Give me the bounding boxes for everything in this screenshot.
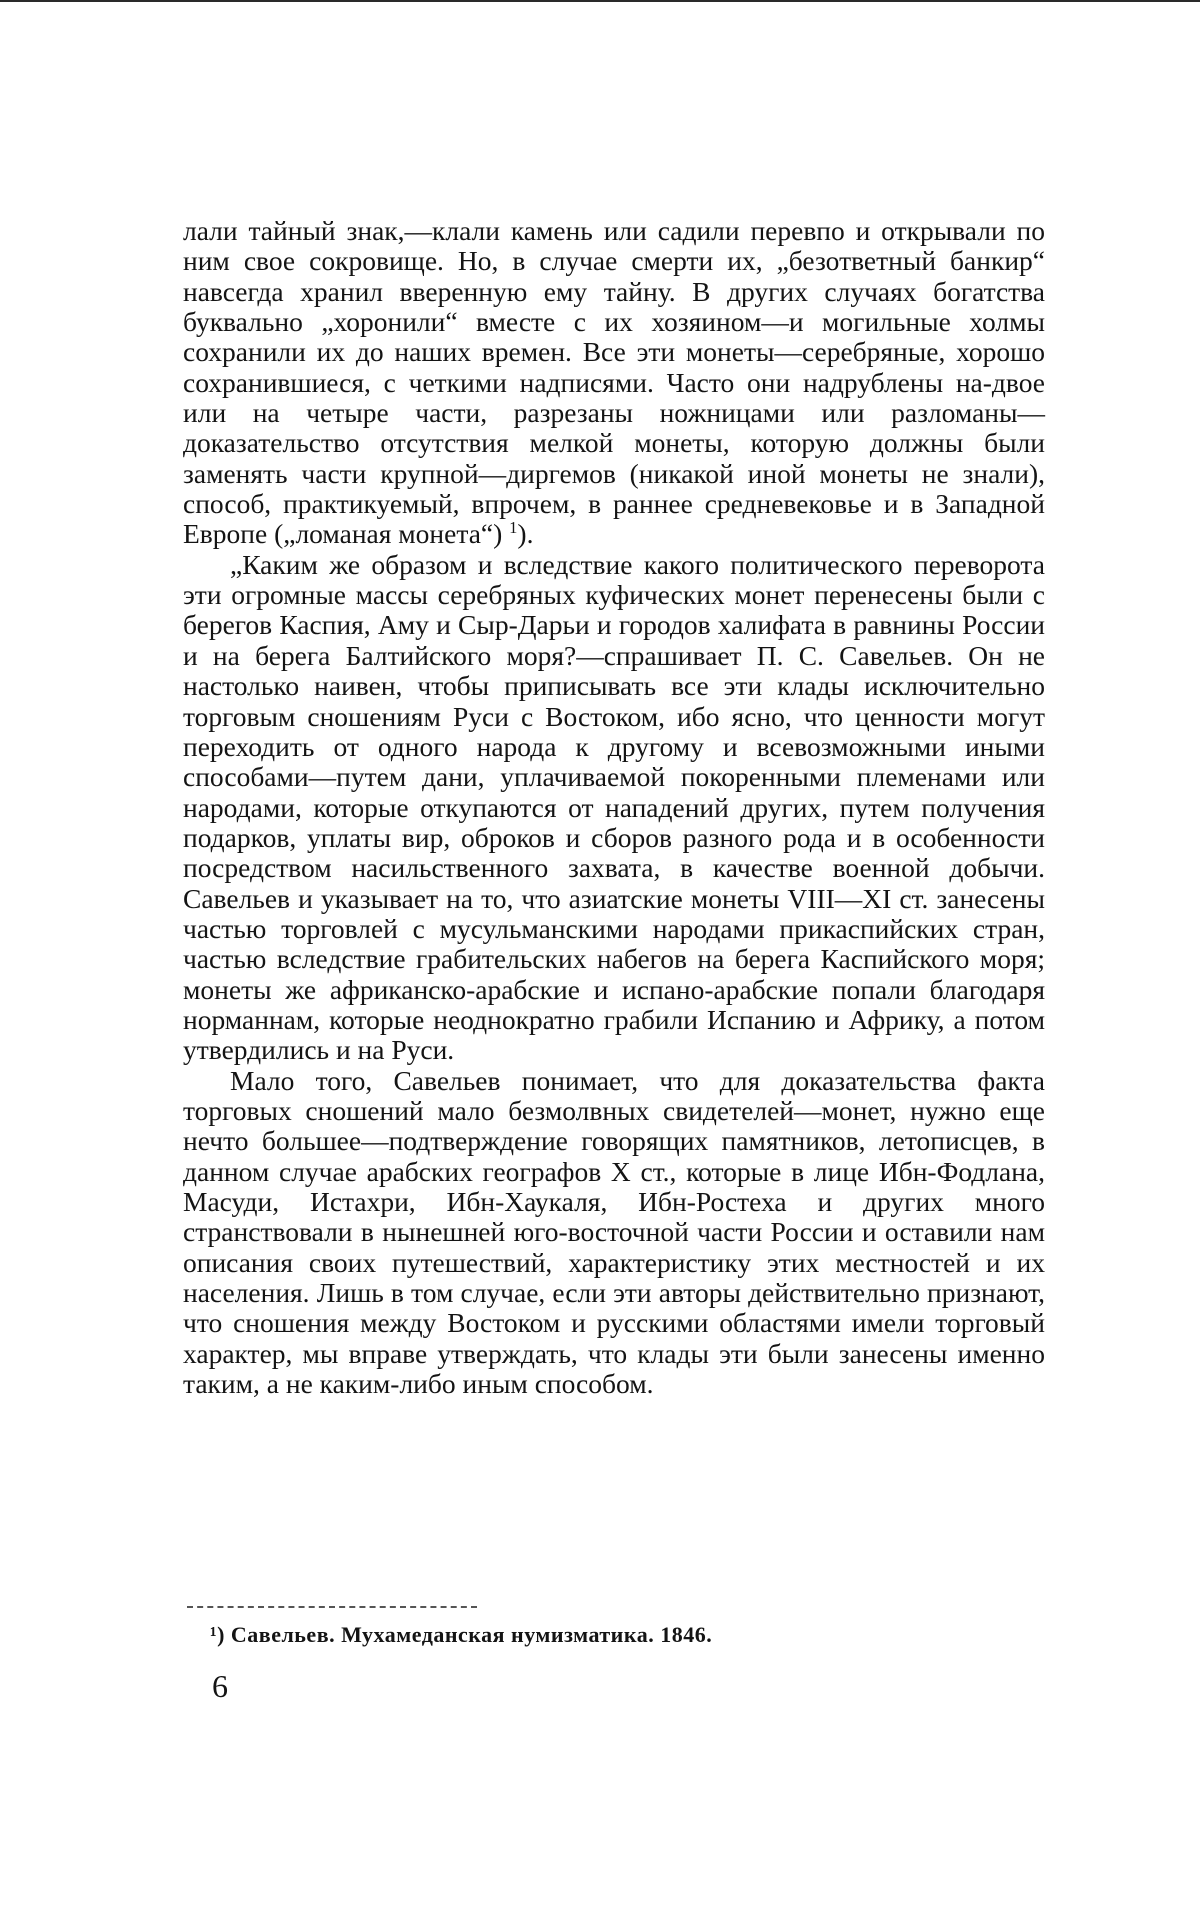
paragraph-1-text: лали тайный знак,—клали камень или садили перевпо и открывали по ним свое сокровище. Но, в случае смерти их, „безответный банкир“ навсегда хранил вверенную ему тайну. В других случаях богатства буквально „хоронили“ вместе с их хозяином—и могильные холмы сохранили их до наших времен. Все эти монеты—серебряные, хорошо сохранившиеся, с четкими надписями. Часто они надрублены на-двое или на четыре части, разрезаны ножницами или разломаны—доказательство отсутствия мелкой монеты, которую должны были заменять части крупной—диргемов (никакой иной монеты не знали), способ, практикуемый, впрочем, в раннее средневековье и в Западной Европе („ломаная монета“) [183, 215, 1045, 550]
paragraph-1: лали тайный знак,—клали камень или садили перевпо и открывали по ним свое сокровище. Но, в случае смерти их, „безответный банкир“ навсегда хранил вверенную ему тайну. В других случаях богатства буквально „хоронили“ вместе с их хозяином—и могильные холмы сохранили их до наших времен. Все эти монеты—серебряные, хорошо сохранившиеся, с четкими надписями. Часто они надрублены на-двое или на четыре части, разрезаны ножницами или разломаны—доказательство отсутствия мелкой монеты, которую должны были заменять части крупной—диргемов (никакой иной монеты не знали), способ, практикуемый, впрочем, в раннее средневековье и в Западной Европе („ломаная монета“) $^1$). [183, 215, 1045, 550]
main-text [183, 216, 1045, 1399]
footnote-reference: 1 [509, 518, 518, 538]
paragraph-1-end: . [526, 518, 534, 550]
footnote: ¹) Савельев. Мухамеданская нумизматика. 1846. [210, 1622, 713, 1647]
paragraph-2: „Каким же образом и вследствие какого политического переворота эти огромные массы серебряных куфических монет перенесены были с берегов Каспия, Аму и Сыр-Дарьи и городов халифата в равнины России и на берега Балтийского моря?—спрашивает П. С. Савельев. Он не настолько наивен, чтобы приписывать все эти клады исключительно торговым сношениям Руси с Востоком, ибо ясно, что ценности могут переходить от одного народа к другому и всевозможными иными способами—путем дани, уплачиваемой покоренными племенами или народами, которые откупаются от нападений других, путем получения подарков, уплаты вир, оброков и сборов разного рода и в особенности посредством насильственного захвата, в качестве военной добычи. Савельев и указывает на то, что азиатские монеты VIII—XI ст. занесены частью торговлей с мусульманскими народами прикаспийских стран, частью вследствие грабительских набегов на берега Каспийского моря; монеты же африканско-арабские и испано-арабские попали благодаря норманнам, которые неоднократно грабили Испанию и Африку, а потом утвердились и на Руси. [183, 548, 1045, 1066]
scan-top-edge [0, 0, 1200, 2]
footnote-separator [187, 1606, 477, 1608]
page-number: 6 [212, 1668, 228, 1704]
paragraph-3: Мало того, Савельев понимает, что для доказательства факта торговых сношений мало безмолвных свидетелей—монет, нужно еще нечто большее—подтверждение говорящих памятников, летописцев, в данном случае арабских географов X ст., которые в лице Ибн-Фодлана, Масуди, Истахри, Ибн-Хаукаля, Ибн-Ростеха и других много странствовали в нынешней юго-восточной части России и оставили нам описания своих путешествий, характеристику этих местностей и их населения. Лишь в том случае, если эти авторы действительно признают, что сношения между Востоком и русскими областями имели торговый характер, мы вправе утверждать, что клады эти были занесены именно таким, а не каким-либо иным способом. [183, 1064, 1045, 1400]
